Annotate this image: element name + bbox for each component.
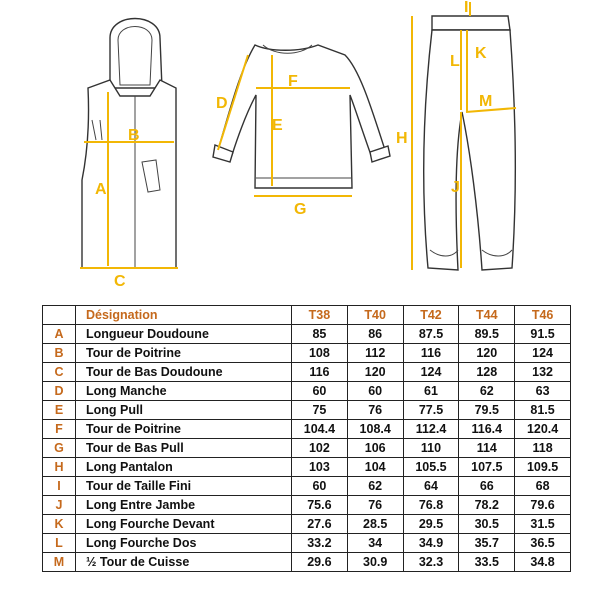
- row-value-t44: 114: [459, 439, 515, 458]
- row-letter: K: [43, 515, 76, 534]
- table-header-row: [43, 306, 571, 325]
- table-row: [43, 458, 571, 477]
- row-value-t40: 28.5: [347, 515, 403, 534]
- row-value-t46: 124: [515, 344, 571, 363]
- row-value-t46: 79.6: [515, 496, 571, 515]
- row-designation: ½ Tour de Cuisse: [76, 553, 292, 572]
- row-value-t42: 76.8: [403, 496, 459, 515]
- row-value-t40: 30.9: [347, 553, 403, 572]
- row-designation: Long Manche: [76, 382, 292, 401]
- label-I: I: [464, 0, 469, 16]
- row-value-t42: 29.5: [403, 515, 459, 534]
- row-value-t38: 116: [292, 363, 348, 382]
- label-B: B: [128, 127, 140, 144]
- row-designation: Long Pull: [76, 401, 292, 420]
- label-A: A: [95, 181, 107, 198]
- row-letter: C: [43, 363, 76, 382]
- row-value-t44: 62: [459, 382, 515, 401]
- table-row: [43, 553, 571, 572]
- row-letter: G: [43, 439, 76, 458]
- row-value-t40: 76: [347, 401, 403, 420]
- label-G: G: [294, 201, 307, 218]
- row-value-t40: 60: [347, 382, 403, 401]
- table-row: [43, 344, 571, 363]
- row-designation: Longueur Doudoune: [76, 325, 292, 344]
- row-value-t40: 106: [347, 439, 403, 458]
- row-value-t44: 33.5: [459, 553, 515, 572]
- row-value-t44: 79.5: [459, 401, 515, 420]
- label-K: K: [475, 45, 487, 62]
- table-row: [43, 496, 571, 515]
- row-value-t42: 61: [403, 382, 459, 401]
- row-designation: Long Fourche Dos: [76, 534, 292, 553]
- row-value-t46: 132: [515, 363, 571, 382]
- row-letter: B: [43, 344, 76, 363]
- row-value-t42: 64: [403, 477, 459, 496]
- row-letter: D: [43, 382, 76, 401]
- row-value-t46: 63: [515, 382, 571, 401]
- row-designation: Tour de Poitrine: [76, 344, 292, 363]
- row-value-t40: 104: [347, 458, 403, 477]
- row-value-t42: 32.3: [403, 553, 459, 572]
- row-value-t46: 81.5: [515, 401, 571, 420]
- row-designation: Tour de Taille Fini: [76, 477, 292, 496]
- row-value-t46: 91.5: [515, 325, 571, 344]
- row-value-t44: 107.5: [459, 458, 515, 477]
- row-value-t40: 62: [347, 477, 403, 496]
- table-row: [43, 477, 571, 496]
- row-value-t38: 33.2: [292, 534, 348, 553]
- row-value-t42: 87.5: [403, 325, 459, 344]
- row-value-t38: 75.6: [292, 496, 348, 515]
- row-designation: Long Fourche Devant: [76, 515, 292, 534]
- row-letter: E: [43, 401, 76, 420]
- row-value-t46: 120.4: [515, 420, 571, 439]
- table-row: [43, 382, 571, 401]
- table-row: [43, 363, 571, 382]
- row-value-t44: 128: [459, 363, 515, 382]
- row-value-t46: 36.5: [515, 534, 571, 553]
- row-letter: A: [43, 325, 76, 344]
- row-letter: J: [43, 496, 76, 515]
- row-value-t44: 116.4: [459, 420, 515, 439]
- row-value-t42: 34.9: [403, 534, 459, 553]
- header-letter: [43, 306, 76, 325]
- row-value-t44: 30.5: [459, 515, 515, 534]
- row-value-t44: 66: [459, 477, 515, 496]
- header-t44: T44: [459, 306, 515, 325]
- table-row: [43, 325, 571, 344]
- row-value-t44: 78.2: [459, 496, 515, 515]
- row-value-t46: 118: [515, 439, 571, 458]
- header-t42: T42: [403, 306, 459, 325]
- row-value-t38: 103: [292, 458, 348, 477]
- sweatshirt-illustration: [213, 45, 390, 188]
- label-C: C: [114, 273, 126, 290]
- row-letter: M: [43, 553, 76, 572]
- row-designation: Tour de Bas Pull: [76, 439, 292, 458]
- label-M: M: [479, 93, 493, 110]
- row-value-t40: 120: [347, 363, 403, 382]
- label-H: H: [396, 130, 408, 147]
- row-value-t38: 102: [292, 439, 348, 458]
- row-designation: Long Pantalon: [76, 458, 292, 477]
- row-value-t38: 60: [292, 477, 348, 496]
- row-value-t42: 124: [403, 363, 459, 382]
- row-value-t38: 85: [292, 325, 348, 344]
- row-value-t46: 34.8: [515, 553, 571, 572]
- header-t46: T46: [515, 306, 571, 325]
- label-D: D: [216, 95, 228, 112]
- row-value-t44: 120: [459, 344, 515, 363]
- row-value-t42: 105.5: [403, 458, 459, 477]
- row-value-t42: 112.4: [403, 420, 459, 439]
- row-value-t46: 68: [515, 477, 571, 496]
- row-letter: F: [43, 420, 76, 439]
- header-t38: T38: [292, 306, 348, 325]
- row-value-t38: 104.4: [292, 420, 348, 439]
- size-chart-table: [42, 305, 571, 572]
- row-designation: Long Entre Jambe: [76, 496, 292, 515]
- row-value-t40: 34: [347, 534, 403, 553]
- row-value-t42: 77.5: [403, 401, 459, 420]
- row-value-t46: 109.5: [515, 458, 571, 477]
- table-row: [43, 420, 571, 439]
- row-letter: I: [43, 477, 76, 496]
- row-letter: H: [43, 458, 76, 477]
- row-value-t40: 76: [347, 496, 403, 515]
- row-value-t38: 27.6: [292, 515, 348, 534]
- row-value-t38: 60: [292, 382, 348, 401]
- row-value-t40: 86: [347, 325, 403, 344]
- pants-illustration: [424, 16, 516, 270]
- label-E: E: [272, 117, 283, 134]
- row-value-t42: 116: [403, 344, 459, 363]
- table-row: [43, 534, 571, 553]
- table-row: [43, 401, 571, 420]
- label-J: J: [451, 179, 460, 196]
- row-value-t38: 108: [292, 344, 348, 363]
- row-value-t38: 75: [292, 401, 348, 420]
- row-letter: L: [43, 534, 76, 553]
- row-value-t42: 110: [403, 439, 459, 458]
- header-designation: Désignation: [76, 306, 292, 325]
- row-value-t38: 29.6: [292, 553, 348, 572]
- table-row: [43, 439, 571, 458]
- row-designation: Tour de Poitrine: [76, 420, 292, 439]
- row-value-t44: 35.7: [459, 534, 515, 553]
- row-value-t40: 108.4: [347, 420, 403, 439]
- row-value-t46: 31.5: [515, 515, 571, 534]
- row-designation: Tour de Bas Doudoune: [76, 363, 292, 382]
- row-value-t44: 89.5: [459, 325, 515, 344]
- label-L: L: [450, 53, 460, 70]
- label-F: F: [288, 73, 298, 90]
- table-row: [43, 515, 571, 534]
- row-value-t40: 112: [347, 344, 403, 363]
- header-t40: T40: [347, 306, 403, 325]
